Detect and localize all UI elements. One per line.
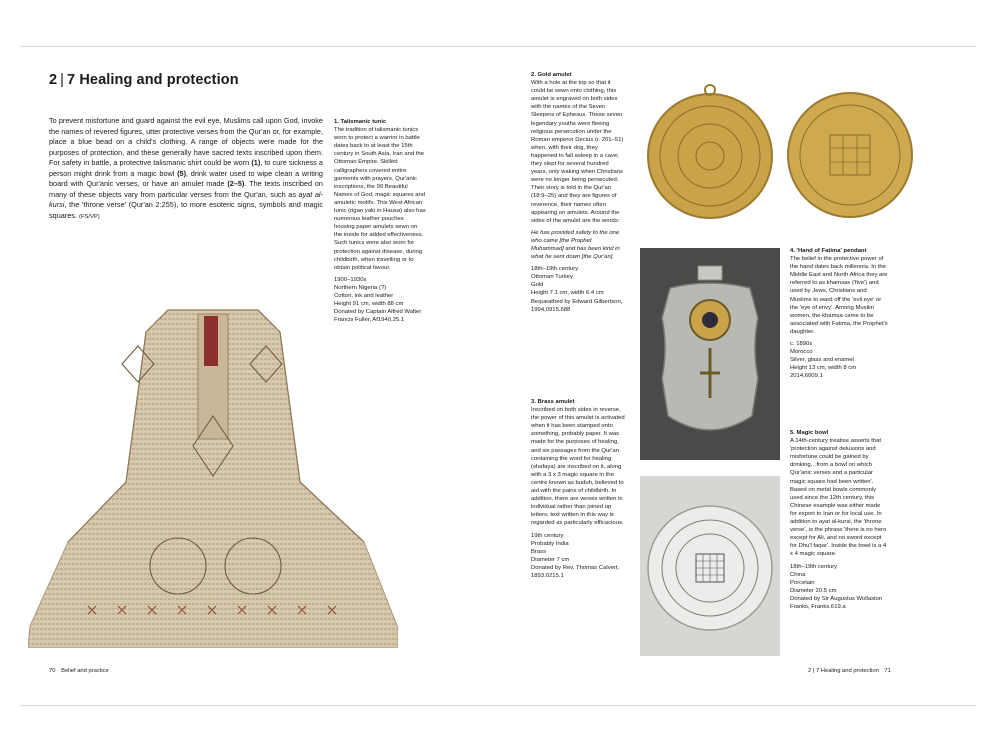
meta-place: Ottoman Turkey — [531, 274, 573, 281]
caption-magic-bowl — [790, 429, 888, 611]
magic-bowl-image — [640, 476, 780, 656]
meta-dimensions: Diameter 7 cm — [531, 556, 570, 563]
meta-place: Morocco — [790, 349, 813, 356]
caption-body: With a hole at the top so that it could be sewn onto clothing, this amulet is engraved on both sides with the names of the Seven Sleepers of Ephesus. These seven legendary youths were fleeing religious persecution under the Roman emperor Decius (r. 201–51) when, with their dog, they happened to fall asleep in a cave; they slept for several hundred years, only waking when Christians were no longer being persecuted. Their story is told in the Qur'an (18:9–25) and they are figures of reverence, their names often appearing on amulets. Around the sides of the amulet are the words: — [531, 80, 624, 224]
intro-text-4: . The texts inscribed on many of these objects vary from particular verses from the Qur'an, such as — [49, 179, 323, 199]
meta-place: Northern Nigeria (?) — [334, 284, 387, 291]
caption-heading: 1. Talismanic tunic — [334, 119, 387, 125]
title-text: Healing and protection — [79, 72, 239, 88]
folio-right — [808, 668, 891, 674]
running-head-left: Belief and practice — [61, 668, 109, 674]
caption-body: A 14th-century treatise asserts that 'protection against delusions and misfortune could be gained by drinking…from a bowl on which Qur'anic verses and a particular magic square had been written'. Based on metal bowls commonly used since the 12th century, this Chinese example was either made for export to Iran or for local use. In addition to ayat al-kursi, the 'throne verse', is the phrase 'there is no hero except for Ali, and no sword except for Dhu'l faqar'. Inside the bowl is a 4 x 4 magic square. — [790, 438, 887, 558]
gold-amulet-front-image — [642, 84, 778, 220]
meta-date: 19th century — [531, 532, 564, 539]
intro-text-2: , to cure sickness a person might drink from a magic bowl — [49, 158, 323, 178]
caption-hand-of-fatima — [790, 247, 888, 381]
intro-term-ayat: ayat al-kursi — [49, 189, 323, 210]
caption-meta — [790, 340, 888, 380]
caption-body: The belief in the protective power of the hand dates back millennia. In the Middle East and North Africa they are referred to as khamsas ('five') and used by Jews, Christians and Muslims to ward off the 'evil eye' or the 'eye of envy'. Among Muslim women, the khamsa came to be associated with Fatima, the Prophet's daughter. — [790, 256, 888, 335]
caption-body: The tradition of talismanic tunics worn to protect a warrior in battle dates back to at least the 15th century in South Asia, Iran and the Ottoman Empire. Skilled calligraphers covered entire garments with prayers, Qur'anic inscriptions, the 99 Beautiful Names of God, magic squares and amuletic motifs. This West African tunic (rigan yaki in Hausa) also has numerous leather pouches housing paper amulets sewn on the inside for added effectiveness. Such tunics were also worn for protection against disease, during childbirth, when travelling or to obtain political favour. — [334, 127, 426, 271]
meta-date: 1900–1930s — [334, 276, 367, 283]
meta-provenance: Bequeathed by Edward Gilbertson, 1994,0915.688 — [531, 298, 623, 313]
gold-amulet-back-image — [785, 90, 915, 220]
intro-ref-3: (2–5) — [227, 179, 245, 189]
intro-credit: (FS/VP) — [79, 213, 100, 220]
intro-text-5: , the 'throne verse' (Qur'an 2:255), to more esoteric signs, symbols and magic squares. — [49, 200, 323, 220]
caption-quote — [531, 229, 625, 261]
meta-material: Silver, glass and enamel — [790, 357, 854, 364]
meta-dimensions: Height 7.1 cm, width 6.4 cm — [531, 290, 604, 297]
caption-meta — [531, 265, 625, 314]
intro-ref-2: (5) — [177, 168, 187, 178]
section-number: 7 — [67, 72, 76, 88]
meta-dimensions: Height 13 cm, width 8 cm — [790, 365, 857, 372]
meta-provenance: Donated by Sir Augustus Wollaston Franks, Franks.619.a — [790, 595, 883, 610]
folio-left — [49, 668, 109, 674]
meta-dimensions: Diameter 20.5 cm — [790, 587, 837, 594]
talismanic-tunic-image — [28, 306, 398, 648]
intro-ref-1: (1) — [251, 158, 261, 168]
intro-text-1: To prevent misfortune and guard against the evil eye, Muslims call upon God, invoke the names of revered figures, utter protective verses from the Qur'an or, for example, place a blue bead on a child's clothing. A range of objects were made for the purposes of protection, and these generally have sacred texts inscribed upon them. For safety in battle, a protective talismanic shirt could be worn — [49, 116, 323, 168]
meta-place: Probably India — [531, 540, 569, 547]
intro-paragraph — [49, 116, 323, 222]
caption-talismanic-tunic — [334, 118, 426, 324]
meta-material: Brass — [531, 548, 547, 555]
caption-heading: 2. Gold amulet — [531, 72, 572, 78]
caption-heading: 5. Magic bowl — [790, 430, 829, 436]
page-number-right: 71 — [884, 668, 891, 674]
caption-heading: 4. 'Hand of Fatima' pendant — [790, 248, 867, 254]
title-separator: | — [60, 72, 65, 88]
meta-provenance: Donated by Rev. Thomas Calvert, 1893,0215.1 — [531, 564, 620, 579]
meta-date: c. 1890s — [790, 341, 813, 348]
caption-meta — [790, 563, 888, 612]
meta-place: China — [790, 571, 806, 578]
caption-brass-amulet — [531, 398, 625, 580]
meta-date: 18th–19th century — [531, 266, 579, 273]
caption-gold-amulet — [531, 71, 625, 314]
meta-material: Cotton, ink and leather — [334, 292, 394, 299]
quote-text: He has provided safety to the one who came [the Prophet Muhammad] and has been kind in what he sent down [the Qur'an]. — [531, 229, 620, 261]
chapter-number: 2 — [49, 72, 58, 88]
meta-material: Gold — [531, 282, 544, 289]
intro-text-3: , drink water used to wipe clean a writing board with Qur'anic verses, or have an amulet made — [49, 168, 323, 189]
meta-date: 18th–19th century — [790, 563, 838, 570]
meta-material: Porcelain — [790, 579, 815, 586]
meta-provenance: 2014,6009.1 — [790, 373, 823, 380]
caption-meta — [531, 532, 625, 581]
running-head-right: 2 | 7 Healing and protection — [808, 668, 879, 674]
page-title — [49, 72, 239, 88]
meta-provenance: Donated by Captain Alfred Walter Francis Fuller, Af1940,25.1 — [334, 309, 422, 324]
hand-of-fatima-image — [640, 248, 780, 460]
meta-dimensions: Height 91 cm, width 88 cm — [334, 301, 404, 308]
page-number-left: 70 — [49, 668, 56, 674]
caption-heading: 3. Brass amulet — [531, 399, 575, 405]
caption-body: Inscribed on both sides in reverse, the power of this amulet is activated when it has been stamped onto something, probably paper. It was made for the purposes of healing, and six passages from the Qur'an containing the word for healing (shafaya) are inscribed on it, along with a 3 x 3 magic square in the centre known as buduh, believed to aid with the pains of childbirth. In addition, there are verses written in individual rather than joined up letters; text written in this way is regarded as particularly efficacious. — [531, 407, 625, 527]
